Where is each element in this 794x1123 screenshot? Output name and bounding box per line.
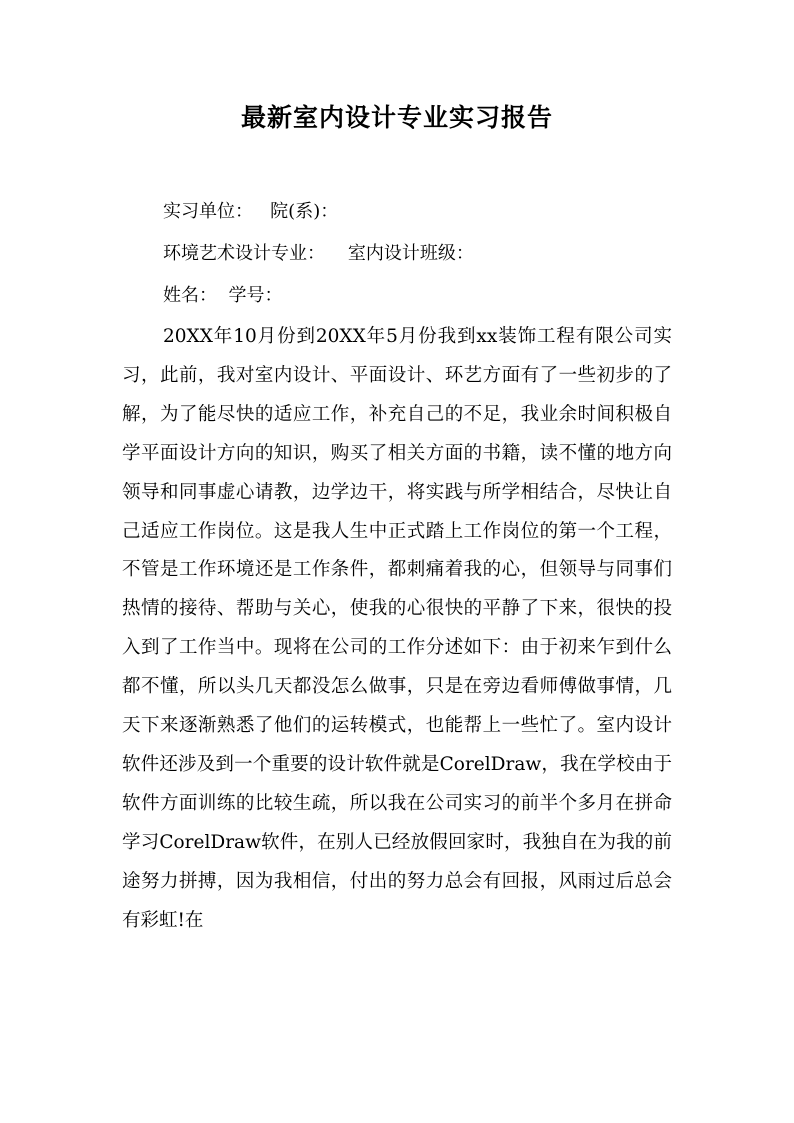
- major-class-line: [163, 241, 474, 267]
- document-title: 最新室内设计专业实习报告: [240, 103, 553, 132]
- class-label: 室内设计班级：: [347, 243, 474, 264]
- unit-label: 实习单位：: [163, 201, 253, 222]
- body-paragraph: 20XX年10月份到20XX年5月份我到xx装饰工程有限公司实习，此前，我对室内设计、平面设计、环艺方面有了一些初步的了解，为了能尽快的适应工作，补充自己的不足，我业余时间积极自学平面设计方向的知识，购买了相关方面的书籍，读不懂的地方向领导和同事虚心请教，边学边干，将实践与所学相结合，尽快让自己适应工作岗位。这是我人生中正式踏上工作岗位的第一个工程，不管是工作环境还是工作条件，都刺痛着我的心，但领导与同事们热情的接待、帮助与关心，使我的心很快的平静了下来，很快的投入到了工作当中。现将在公司的工作分述如下：由于初来乍到什么都不懂，所以头几天都没怎么做事，只是在旁边看师傅做事情，几天下来逐渐熟悉了他们的运转模式，也能帮上一些忙了。室内设计软件还涉及到一个重要的设计软件就是CorelDraw，我在学校由于软件方面训练的比较生疏，所以我在公司实习的前半个多月在拼命学习CorelDraw软件，在别人已经放假回家时，我独自在为我的前途努力拼搏，因为我相信，付出的努力总会有回报，风雨过后总会有彩虹!在: [122, 326, 672, 931]
- unit-dept-line: [163, 199, 338, 225]
- name-label: 姓名：: [163, 285, 217, 306]
- name-id-line: [163, 283, 282, 309]
- dept-label: 院(系)：: [270, 201, 339, 222]
- id-label: 学号：: [228, 285, 283, 306]
- major-label: 环境艺术设计专业：: [163, 243, 325, 264]
